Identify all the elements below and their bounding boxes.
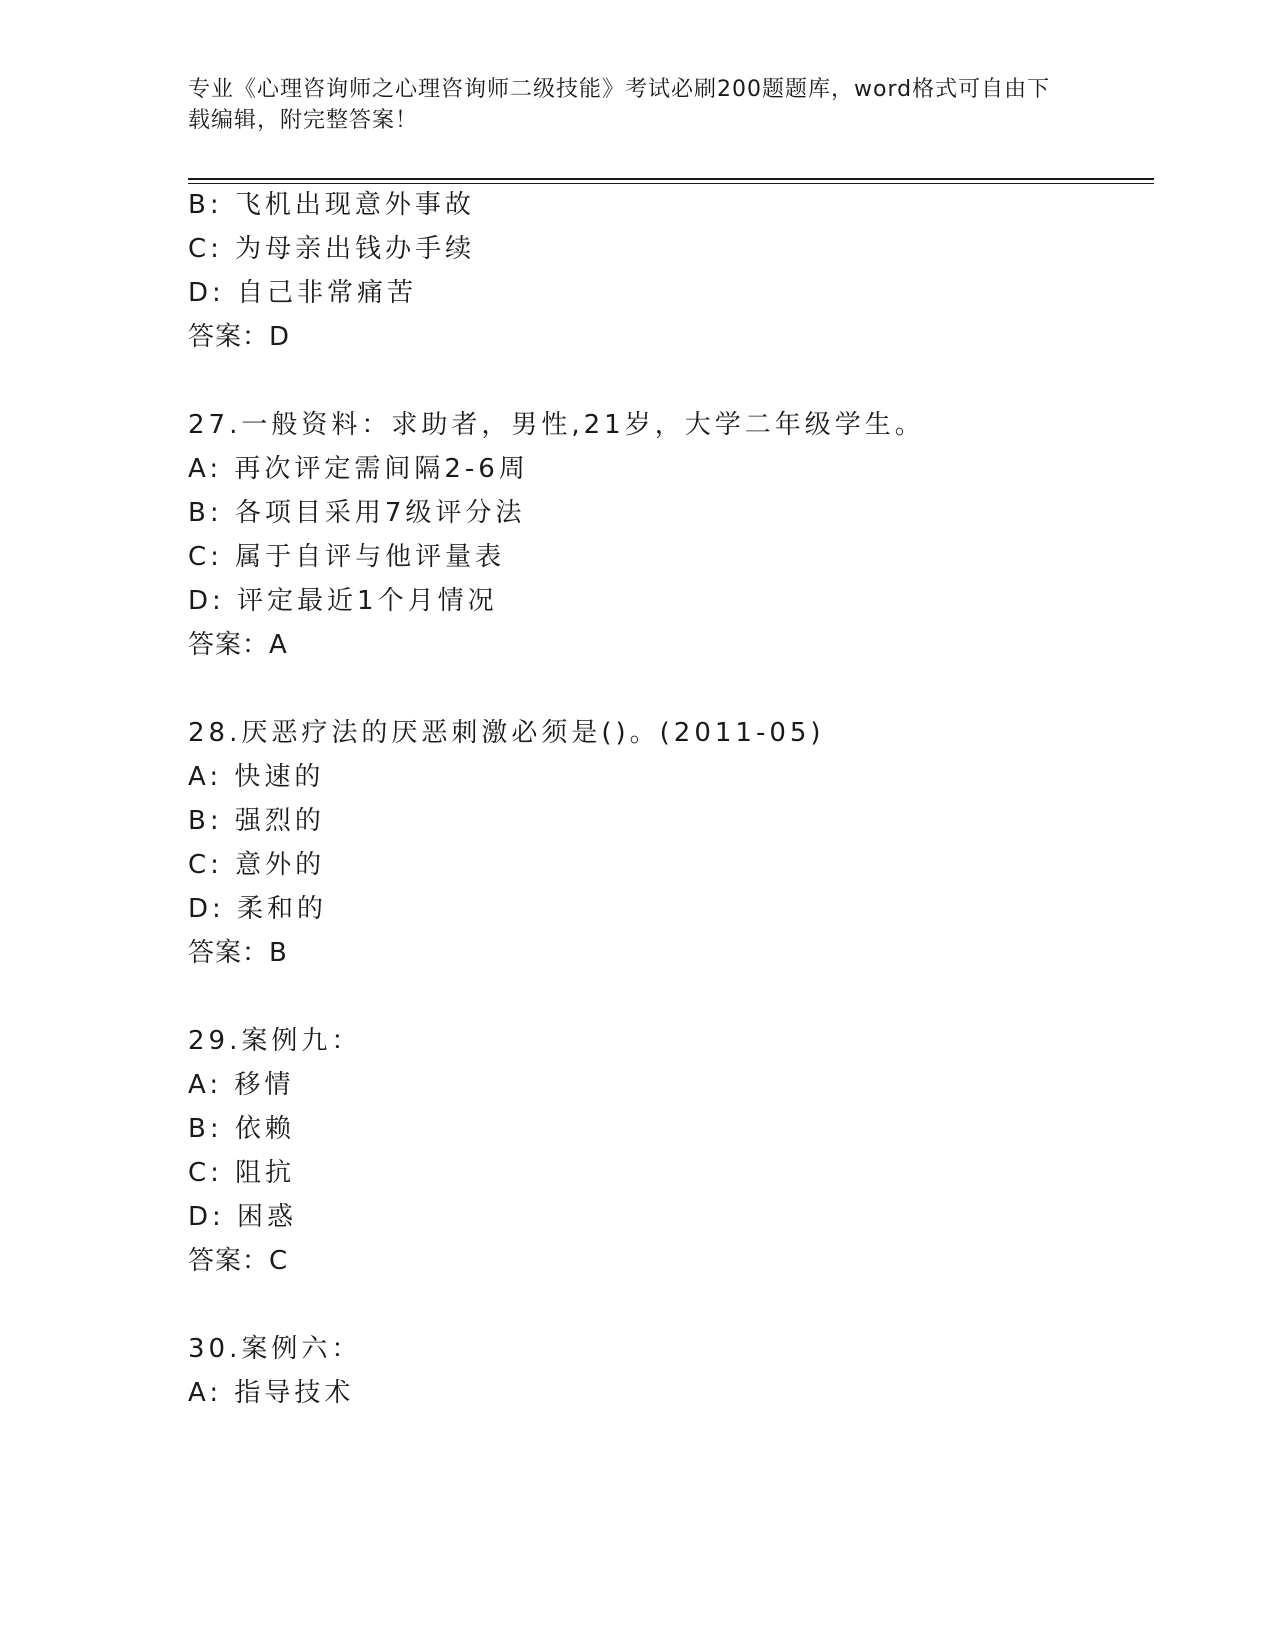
q28-option-b: B: 强烈的 (188, 806, 325, 836)
q27-option-d: D: 评定最近1个月情况 (188, 586, 498, 616)
header-divider-thin (188, 183, 1154, 184)
q29-option-d: D: 困惑 (188, 1202, 298, 1232)
q29-option-b: B: 依赖 (188, 1114, 295, 1144)
q30-question: 30.案例六： (188, 1334, 362, 1364)
q26-option-b: B: 飞机出现意外事故 (188, 190, 475, 220)
q28-option-d: D: 柔和的 (188, 894, 328, 924)
q26-option-d: D: 自己非常痛苦 (188, 278, 418, 308)
q28-question: 28.厌恶疗法的厌恶刺激必须是()。(2011-05) (188, 718, 825, 748)
q29-option-c: C: 阻抗 (188, 1158, 296, 1188)
q27-option-a: A: 再次评定需间隔2-6周 (188, 454, 529, 484)
q29-question: 29.案例九： (188, 1026, 362, 1056)
q28-option-c: C: 意外的 (188, 850, 326, 880)
document-header (188, 74, 1068, 136)
q28-option-a: A: 快速的 (188, 762, 325, 792)
header-text: 专业《心理咨询师之心理咨询师二级技能》考试必刷200题题库，word格式可自由下载编辑，附完整答案！ (188, 77, 1051, 133)
q29-option-a: A: 移情 (188, 1070, 295, 1100)
q26-option-c: C: 为母亲出钱办手续 (188, 234, 476, 264)
q27-answer: 答案：A (188, 630, 288, 660)
q27-question: 27.一般资料：求助者，男性,21岁，大学二年级学生。 (188, 410, 925, 440)
header-divider-thick (188, 178, 1154, 180)
q27-option-b: B: 各项目采用7级评分法 (188, 498, 526, 528)
q27-option-c: C: 属于自评与他评量表 (188, 542, 506, 572)
q28-answer: 答案：B (188, 938, 288, 968)
q26-answer: 答案：D (188, 322, 291, 352)
q30-option-a: A: 指导技术 (188, 1378, 355, 1408)
q29-answer: 答案：C (188, 1246, 289, 1276)
